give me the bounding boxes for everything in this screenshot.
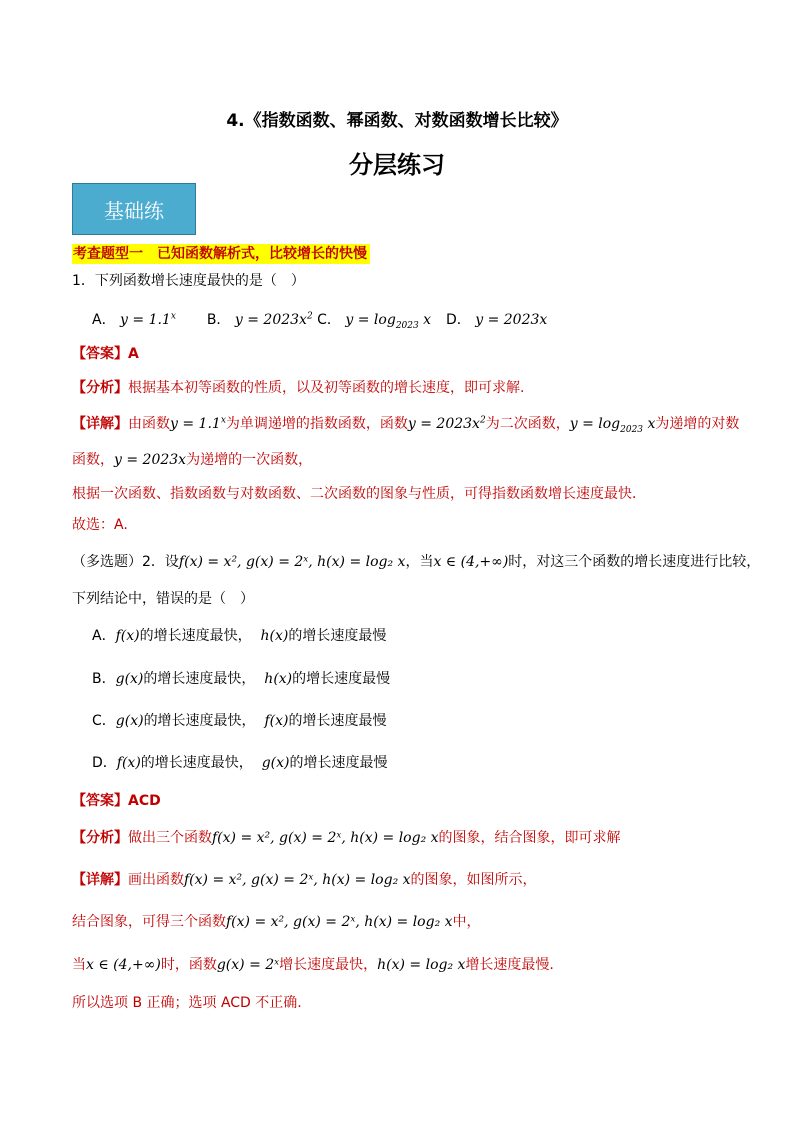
q2-option-c: C．g(x)的增长速度最快， f(x)的增长速度最慢 bbox=[92, 713, 387, 729]
q1-option-c-math: $y = \log_{2023} x$ bbox=[345, 312, 432, 331]
q1-option-a-math: $y = 1.1^x$ bbox=[120, 311, 176, 328]
q1-options bbox=[92, 311, 547, 329]
q1-detail-line1: 【详解】由函数$y = 1.1^x$为单调递增的指数函数，函数$y = 2023x^2$为二次函数，$y = \log_{2023} x$为递增的对数 bbox=[72, 415, 740, 435]
q1-option-b-label: B． bbox=[206, 312, 231, 328]
q1-option-c-label: C． bbox=[317, 312, 341, 328]
q1-answer: 【答案】A bbox=[72, 346, 139, 362]
document-subtitle: 分层练习 bbox=[349, 150, 445, 179]
q1-conclusion: 故选：A. bbox=[72, 517, 128, 533]
q1-option-b-math: $y = 2023x^2$ bbox=[234, 311, 313, 328]
level-badge: 基础练 bbox=[72, 183, 196, 235]
q2-stem-line1: （多选题）2．设f(x) = x², g(x) = 2ˣ, h(x) = log₂ x，当x ∈ (4,+∞)时，对这三个函数的增长速度进行比较， bbox=[72, 554, 761, 570]
q1-option-d-math: y = 2023x bbox=[475, 312, 548, 328]
q1-option-a-label: A． bbox=[92, 312, 116, 328]
q2-option-b: B．g(x)的增长速度最快， h(x)的增长速度最慢 bbox=[92, 671, 391, 687]
q2-stem-line2: 下列结论中，错误的是（ ） bbox=[72, 591, 254, 607]
q1-option-d-label: D． bbox=[445, 312, 471, 328]
q2-conclusion: 所以选项 B 正确；选项 ACD 不正确. bbox=[72, 995, 302, 1011]
q1-detail-line2: 函数，y = 2023x为递增的一次函数， bbox=[72, 452, 313, 468]
document-title: 4.《指数函数、幂函数、对数函数增长比较》 bbox=[226, 111, 568, 131]
q2-answer: 【答案】ACD bbox=[72, 793, 161, 809]
q2-detail-line2: 结合图象，可得三个函数f(x) = x², g(x) = 2ˣ, h(x) = log₂ x中， bbox=[72, 914, 481, 930]
q2-option-d: D．f(x)的增长速度最快， g(x)的增长速度最慢 bbox=[92, 755, 388, 771]
q1-stem: 1．下列函数增长速度最快的是（ ） bbox=[72, 273, 305, 289]
q2-analysis: 【分析】做出三个函数f(x) = x², g(x) = 2ˣ, h(x) = log₂ x的图象，结合图象，即可求解 bbox=[72, 830, 621, 846]
q2-option-a: A．f(x)的增长速度最快， h(x)的增长速度最慢 bbox=[92, 628, 387, 644]
q2-detail-line3: 当x ∈ (4,+∞)时，函数g(x) = 2ˣ增长速度最快，h(x) = log₂ x增长速度最慢. bbox=[72, 957, 554, 973]
q1-analysis: 【分析】根据基本初等函数的性质，以及初等函数的增长速度，即可求解. bbox=[72, 380, 525, 396]
q2-detail-line1: 【详解】画出函数f(x) = x², g(x) = 2ˣ, h(x) = log₂ x的图象，如图所示， bbox=[72, 872, 537, 888]
q1-detail-line3: 根据一次函数、指数函数与对数函数、二次函数的图象与性质，可得指数函数增长速度最快． bbox=[72, 486, 646, 502]
section-heading: 考查题型一 已知函数解析式，比较增长的快慢 bbox=[72, 244, 370, 264]
